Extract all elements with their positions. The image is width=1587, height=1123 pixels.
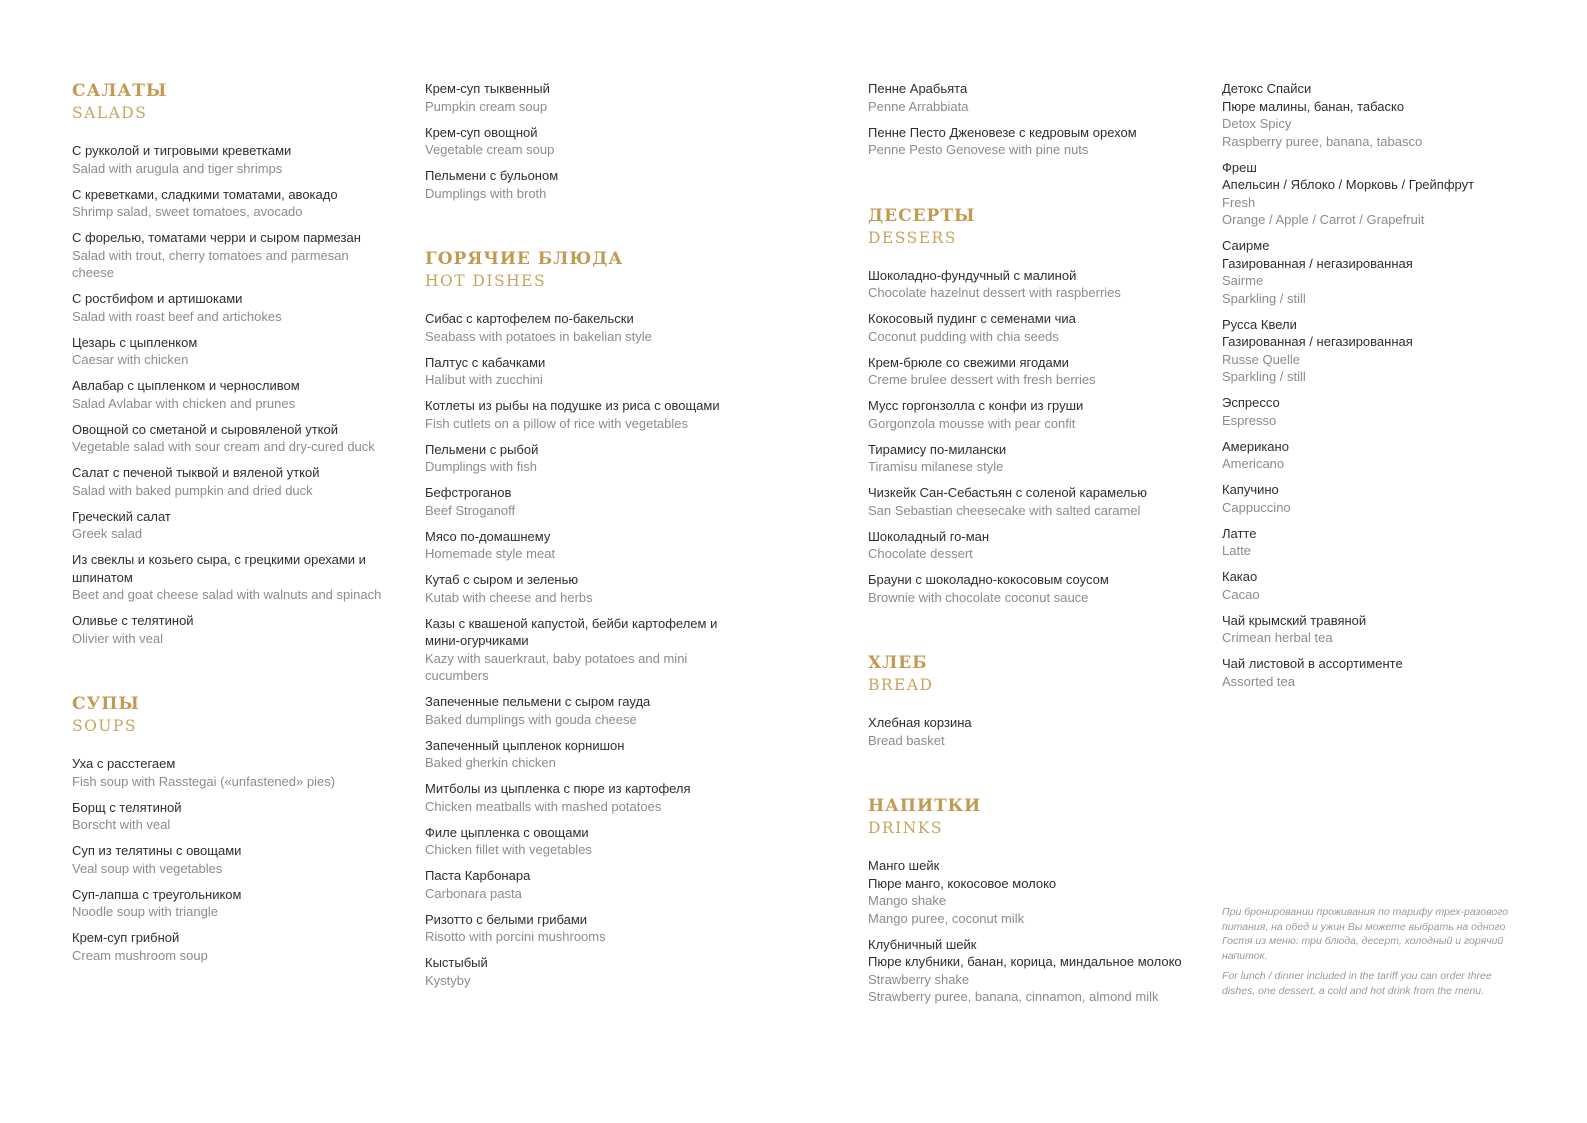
menu-item bbox=[72, 755, 382, 790]
menu-item bbox=[72, 508, 382, 543]
menu-item bbox=[1222, 568, 1542, 603]
menu-section bbox=[1222, 80, 1542, 690]
menu-item-name-ru: Фреш Апельсин / Яблоко / Морковь / Грейпфрут bbox=[1222, 159, 1475, 192]
menu-item-name-en: Fresh Orange / Apple / Carrot / Grapefruit bbox=[1222, 194, 1425, 227]
section-title-ru: СУПЫ bbox=[72, 694, 140, 714]
menu-item bbox=[425, 867, 745, 902]
menu-item-name-en: Seabass with potatoes in bakelian style bbox=[425, 328, 652, 344]
section-title-ru: НАПИТКИ bbox=[868, 796, 982, 816]
menu-item-name-ru: Цезарь с цыпленком bbox=[72, 334, 198, 350]
menu-item bbox=[425, 124, 745, 159]
menu-item-name-en: Fish cutlets on a pillow of rice with vegetables bbox=[425, 415, 689, 431]
menu-item-name-ru: Суп-лапша с треугольником bbox=[72, 886, 242, 902]
menu-item bbox=[425, 693, 745, 728]
menu-item-name-ru: Тирамису по-милански bbox=[868, 441, 1007, 457]
menu-item-name-ru: Борщ с телятиной bbox=[72, 799, 182, 815]
menu-item-name-ru: Пельмени с бульоном bbox=[425, 168, 559, 183]
section-title-en: DESSERS bbox=[868, 228, 957, 247]
menu-item-name-en: Baked gherkin chicken bbox=[425, 755, 556, 770]
menu-item-name-en: Chicken meatballs with mashed potatoes bbox=[425, 798, 662, 814]
menu-item-name-ru: Шоколадный го-ман bbox=[868, 528, 990, 544]
menu-item-name-ru: Детокс Спайси Пюре малины, банан, табаско bbox=[1222, 81, 1405, 114]
section-title-en: SOUPS bbox=[72, 717, 137, 735]
menu-item-name-ru: Сибас с картофелем по-бакельски bbox=[425, 311, 634, 326]
menu-item-name-ru: Чизкейк Сан-Себастьян с соленой карамелью bbox=[868, 485, 1147, 500]
menu-item bbox=[425, 824, 745, 859]
menu-item-name-ru: Запеченный цыпленок корнишон bbox=[425, 737, 625, 753]
menu-item-name-ru: Суп из телятины с овощами bbox=[72, 843, 242, 858]
menu-item-name-en: Assorted tea bbox=[1222, 673, 1295, 689]
menu-item bbox=[425, 167, 745, 202]
menu-item bbox=[72, 290, 382, 325]
menu-item-name-ru: Котлеты из рыбы на подушке из риса с овощами bbox=[425, 398, 720, 413]
menu-item bbox=[1222, 316, 1542, 386]
menu-item-name-en: Coconut pudding with chia seeds bbox=[868, 328, 1059, 344]
menu-section bbox=[425, 248, 745, 989]
menu-item-name-ru: Капучино bbox=[1222, 482, 1279, 497]
menu-item-name-en: Russe Quelle Sparkling / still bbox=[1222, 351, 1306, 384]
menu-item-name-ru: Филе цыпленка с овощами bbox=[425, 824, 589, 840]
menu-item-name-en: Fish soup with Rasstegai («unfastened» pies) bbox=[72, 773, 336, 789]
menu-item bbox=[868, 484, 1188, 519]
menu-item bbox=[1222, 237, 1542, 307]
menu-item bbox=[72, 334, 382, 369]
menu-item-name-en: Kazy with sauerkraut, baby potatoes and mini cucumbers bbox=[425, 650, 688, 683]
menu-item-name-en: Greek salad bbox=[72, 526, 143, 541]
section-title-en: BREAD bbox=[868, 676, 934, 694]
menu-item-name-en: Carbonara pasta bbox=[425, 885, 522, 901]
menu-item-name-ru: Крем-суп тыквенный bbox=[425, 81, 550, 96]
menu-item-name-en: Chicken fillet with vegetables bbox=[425, 842, 592, 857]
menu-item bbox=[72, 842, 382, 877]
menu-item-name-ru: Крем-суп грибной bbox=[72, 930, 180, 945]
menu-item-name-ru: Шоколадно-фундучный с малиной bbox=[868, 267, 1077, 283]
menu-item bbox=[425, 80, 745, 115]
menu-item bbox=[1222, 525, 1542, 560]
menu-item bbox=[425, 484, 745, 519]
menu-section bbox=[72, 80, 382, 647]
menu-column-4 bbox=[1222, 80, 1542, 736]
menu-item-name-en: Baked dumplings with gouda cheese bbox=[425, 711, 637, 727]
menu-item-name-en: Espresso bbox=[1222, 412, 1277, 428]
tariff-note-en: For lunch / dinner included in the tariff you can order three dishes, one dessert, a cold and hot drink from the menu. bbox=[1222, 970, 1492, 997]
menu-item bbox=[425, 441, 745, 476]
menu-item-name-ru: Брауни с шоколадно-кокосовым соусом bbox=[868, 572, 1109, 587]
menu-item-name-ru: Оливье с телятиной bbox=[72, 613, 194, 628]
menu-item-name-ru: Клубничный шейк Пюре клубники, банан, корица, миндальное молоко bbox=[868, 936, 1182, 969]
menu-item-name-ru: Кыстыбый bbox=[425, 955, 488, 970]
menu-item bbox=[868, 397, 1188, 432]
menu-item bbox=[72, 929, 382, 964]
menu-item-name-en: Risotto with porcini mushrooms bbox=[425, 929, 606, 944]
menu-item-name-ru: Авлабар с цыпленком и черносливом bbox=[72, 378, 300, 393]
menu-item-name-en: Chocolate dessert bbox=[868, 546, 973, 561]
tariff-note bbox=[1222, 905, 1522, 1004]
menu-item-name-ru: Пенне Песто Дженовезе с кедровым орехом bbox=[868, 124, 1137, 140]
menu-section bbox=[425, 80, 745, 202]
menu-item bbox=[72, 229, 382, 282]
menu-item-name-ru: Из свеклы и козьего сыра, с грецкими орехами и шпинатом bbox=[72, 552, 366, 585]
menu-item-name-en: Noodle soup with triangle bbox=[72, 904, 218, 919]
menu-item-name-en: Cacao bbox=[1222, 586, 1260, 602]
menu-item-name-ru: Крем-брюле со свежими ягодами bbox=[868, 354, 1069, 370]
menu-item-name-ru: Запеченные пельмени с сыром гауда bbox=[425, 694, 651, 709]
menu-item-name-ru: Кутаб с сыром и зеленью bbox=[425, 572, 579, 587]
menu-item bbox=[72, 377, 382, 412]
menu-item bbox=[868, 267, 1188, 302]
menu-item-name-en: Shrimp salad, sweet tomatoes, avocado bbox=[72, 204, 303, 219]
menu-item bbox=[72, 421, 382, 456]
menu-item bbox=[868, 354, 1188, 389]
menu-item-name-en: Gorgonzola mousse with pear confit bbox=[868, 415, 1076, 431]
menu-column-1 bbox=[72, 80, 382, 1010]
menu-item bbox=[425, 354, 745, 389]
menu-item bbox=[868, 936, 1188, 1006]
menu-item bbox=[72, 886, 382, 921]
menu-item-name-ru: Латте bbox=[1222, 525, 1257, 541]
menu-item bbox=[868, 441, 1188, 476]
menu-item-name-ru: Русса Квели Газированная / негазированная bbox=[1222, 316, 1413, 349]
menu-item bbox=[868, 571, 1188, 606]
menu-item-name-en: Detox Spicy Raspberry puree, banana, tabasco bbox=[1222, 116, 1423, 149]
menu-item bbox=[1222, 612, 1542, 647]
menu-item bbox=[425, 528, 745, 563]
section-title-en: SALADS bbox=[72, 104, 148, 122]
menu-item bbox=[425, 397, 745, 432]
menu-item-name-en: Halibut with zucchini bbox=[425, 372, 543, 387]
menu-item bbox=[868, 80, 1188, 115]
menu-item-name-ru: Паста Карбонара bbox=[425, 868, 531, 883]
menu-item-name-ru: Палтус с кабачками bbox=[425, 354, 546, 370]
menu-item bbox=[425, 954, 745, 989]
menu-item-name-ru: Ризотто с белыми грибами bbox=[425, 911, 588, 927]
menu-item-name-en: Latte bbox=[1222, 543, 1251, 558]
menu-item-name-ru: Эспрессо bbox=[1222, 395, 1280, 410]
menu-item-name-en: Bread basket bbox=[868, 732, 945, 748]
menu-item bbox=[1222, 481, 1542, 516]
menu-item-name-ru: Крем-суп овощной bbox=[425, 124, 538, 140]
menu-item-name-ru: Саирме Газированная / негазированная bbox=[1222, 238, 1413, 271]
menu-item-name-en: Penne Arrabbiata bbox=[868, 98, 969, 114]
menu-item-name-ru: С рукколой и тигровыми креветками bbox=[72, 143, 292, 158]
menu-item-name-en: Crimean herbal tea bbox=[1222, 630, 1333, 645]
menu-item-name-en: Beet and goat cheese salad with walnuts and spinach bbox=[72, 587, 382, 602]
menu-item bbox=[868, 714, 1188, 749]
menu-column-3 bbox=[868, 80, 1188, 1052]
menu-item bbox=[72, 186, 382, 221]
menu-item-name-ru: С креветками, сладкими томатами, авокадо bbox=[72, 186, 338, 202]
menu-item bbox=[1222, 159, 1542, 229]
menu-section bbox=[868, 205, 1188, 607]
menu-item-name-en: Penne Pesto Genovese with pine nuts bbox=[868, 142, 1089, 157]
menu-column-2 bbox=[425, 80, 745, 1035]
menu-item bbox=[868, 310, 1188, 345]
menu-item-name-ru: Мусс горгонзолла с конфи из груши bbox=[868, 398, 1084, 413]
menu-item-name-en: Sairme Sparkling / still bbox=[1222, 273, 1306, 306]
menu-item bbox=[425, 571, 745, 606]
menu-item-name-ru: С ростбифом и артишоками bbox=[72, 291, 243, 306]
menu-item bbox=[1222, 80, 1542, 150]
menu-item-name-en: Salad with baked pumpkin and dried duck bbox=[72, 482, 313, 498]
menu-item-name-ru: Кокосовый пудинг с семенами чиа bbox=[868, 311, 1076, 326]
menu-item bbox=[1222, 438, 1542, 473]
menu-item-name-ru: Американо bbox=[1222, 438, 1289, 454]
menu-item-name-en: Strawberry shake Strawberry puree, banana, cinnamon, almond milk bbox=[868, 971, 1159, 1004]
menu-item bbox=[425, 737, 745, 772]
menu-item-name-en: Salad with roast beef and artichokes bbox=[72, 308, 282, 324]
menu-item-name-en: Pumpkin cream soup bbox=[425, 98, 548, 114]
menu-item-name-ru: Чай листовой в ассортименте bbox=[1222, 656, 1403, 671]
menu-item bbox=[425, 780, 745, 815]
menu-item-name-en: Dumplings with fish bbox=[425, 459, 537, 474]
menu-item-name-en: Vegetable cream soup bbox=[425, 142, 555, 157]
menu-item bbox=[425, 911, 745, 946]
menu-item bbox=[1222, 655, 1542, 690]
section-title-ru: САЛАТЫ bbox=[72, 81, 168, 101]
section-title-ru: ХЛЕБ bbox=[868, 653, 928, 673]
menu-item-name-ru: Манго шейк Пюре манго, кокосовое молоко bbox=[868, 858, 1057, 891]
menu-item-name-ru: С форелью, томатами черри и сыром пармезан bbox=[72, 230, 361, 245]
menu-item-name-ru: Бефстроганов bbox=[425, 485, 512, 500]
menu-item bbox=[72, 551, 382, 604]
menu-item bbox=[72, 464, 382, 499]
menu-item bbox=[72, 799, 382, 834]
menu-item-name-ru: Пенне Арабьята bbox=[868, 81, 968, 96]
menu-item-name-ru: Греческий салат bbox=[72, 508, 171, 524]
menu-section bbox=[72, 693, 382, 964]
menu-item-name-en: Vegetable salad with sour cream and dry-cured duck bbox=[72, 439, 375, 454]
menu-item-name-ru: Чай крымский травяной bbox=[1222, 612, 1367, 628]
menu-item bbox=[72, 612, 382, 647]
menu-item bbox=[1222, 394, 1542, 429]
tariff-note-ru: При бронировании проживания по тарифу трех-разового питания, на обед и ужин Вы можете выбрать на одного Гостя из меню: три блюда, десерт, холодный и горячий напиток. bbox=[1222, 906, 1509, 962]
menu-item bbox=[868, 124, 1188, 159]
section-title-en: HOT DISHES bbox=[425, 272, 547, 290]
menu-item-name-ru: Казы с квашеной капустой, бейби картофелем и мини-огурчиками bbox=[425, 615, 718, 648]
menu-item-name-en: Brownie with chocolate coconut sauce bbox=[868, 589, 1089, 605]
menu-item bbox=[868, 528, 1188, 563]
menu-item-name-en: Americano bbox=[1222, 456, 1285, 471]
menu-item-name-en: Chocolate hazelnut dessert with raspberries bbox=[868, 285, 1121, 300]
menu-item-name-ru: Мясо по-домашнему bbox=[425, 528, 551, 544]
menu-item-name-en: Mango shake Mango puree, coconut milk bbox=[868, 893, 1025, 926]
menu-item bbox=[425, 310, 745, 345]
menu-item bbox=[72, 142, 382, 177]
menu-item-name-en: Caesar with chicken bbox=[72, 352, 189, 367]
menu-item bbox=[868, 857, 1188, 927]
menu-item-name-ru: Хлебная корзина bbox=[868, 715, 972, 730]
menu-item-name-en: Salad Avlabar with chicken and prunes bbox=[72, 395, 296, 411]
menu-item-name-ru: Уха с расстегаем bbox=[72, 756, 176, 771]
menu-item-name-en: Salad with arugula and tiger shrimps bbox=[72, 160, 283, 176]
menu-item-name-en: Beef Stroganoff bbox=[425, 502, 516, 518]
menu-item-name-ru: Салат с печеной тыквой и вяленой уткой bbox=[72, 465, 320, 480]
menu-item-name-en: San Sebastian cheesecake with salted caramel bbox=[868, 502, 1141, 518]
section-title-ru: ГОРЯЧИЕ БЛЮДА bbox=[425, 249, 624, 269]
section-title-ru: ДЕСЕРТЫ bbox=[868, 205, 976, 226]
menu-section bbox=[868, 795, 1188, 1006]
menu-section bbox=[868, 80, 1188, 159]
menu-item-name-en: Olivier with veal bbox=[72, 630, 164, 646]
menu-item-name-ru: Какао bbox=[1222, 569, 1258, 584]
menu-item-name-en: Homemade style meat bbox=[425, 546, 556, 561]
menu-item-name-en: Tiramisu milanese style bbox=[868, 459, 1004, 474]
menu-item-name-en: Kutab with cheese and herbs bbox=[425, 589, 593, 605]
menu-item-name-ru: Митболы из цыпленка с пюре из картофеля bbox=[425, 781, 691, 796]
menu-section bbox=[868, 652, 1188, 749]
section-title-en: DRINKS bbox=[868, 819, 943, 837]
menu-item-name-en: Kystyby bbox=[425, 972, 471, 988]
menu-item bbox=[425, 615, 745, 685]
menu-item-name-en: Cream mushroom soup bbox=[72, 947, 208, 963]
menu-item-name-ru: Овощной со сметаной и сыровяленой уткой bbox=[72, 421, 338, 437]
menu-item-name-ru: Пельмени с рыбой bbox=[425, 441, 539, 457]
menu-item-name-en: Salad with trout, cherry tomatoes and parmesan cheese bbox=[72, 247, 349, 280]
menu-item-name-en: Borscht with veal bbox=[72, 817, 171, 832]
menu-item-name-en: Dumplings with broth bbox=[425, 185, 547, 201]
menu-item-name-en: Creme brulee dessert with fresh berries bbox=[868, 372, 1096, 387]
menu-item-name-en: Cappuccino bbox=[1222, 499, 1291, 515]
menu-item-name-en: Veal soup with vegetables bbox=[72, 860, 223, 876]
